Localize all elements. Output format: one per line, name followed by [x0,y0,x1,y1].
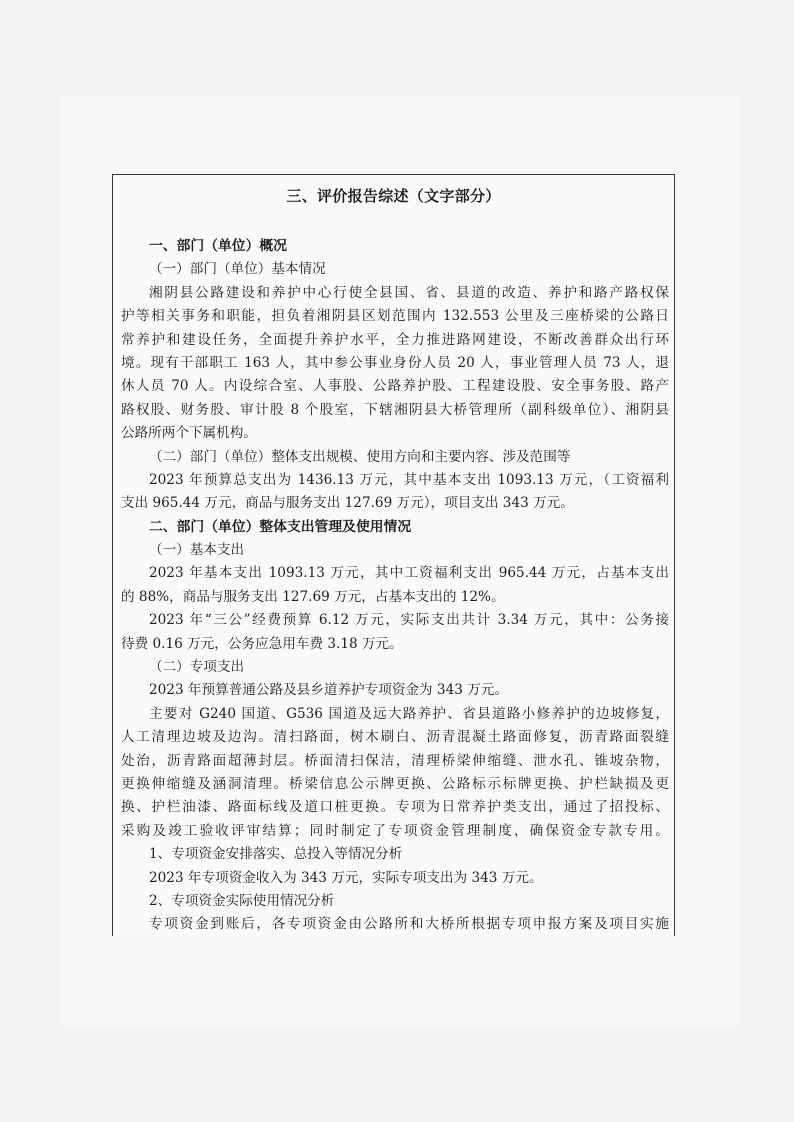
text-line: 护等相关事务和职能，担负着湘阴县区划范围内 132.553 公里及三座桥梁的公路日 [121,308,669,325]
report-body [121,235,669,937]
text-line: 2023 年“三公”经费预算 6.12 万元，实际支出共计 3.34 万元，其中：公务接 [149,612,669,629]
text-line: 公路所两个下属机构。 [121,425,257,442]
text-line: 2023 年专项资金收入为 343 万元，实际专项支出为 343 万元。 [149,869,543,886]
text-line: 人工清理边坡及边沟。清扫路面，树木刷白、沥青混凝土路面修复，沥青路面裂缝 [121,729,669,746]
text-line: 1、专项资金安排落实、总投入等情况分析 [149,846,403,863]
text-line: 处治，沥青路面超薄封层。桥面清扫保洁，清理桥梁伸缩缝、泄水孔、锥坡杂物， [121,752,669,769]
text-line: 常养护和建设任务，全面提升养护水平，全力推进路网建设，不断改善群众出行环 [121,331,669,348]
text-line: （一）部门（单位）基本情况 [149,261,326,278]
text-line: 2023 年基本支出 1093.13 万元，其中工资福利支出 965.44 万元，占基本支出 [149,565,669,582]
text-line: 专项资金到账后，各专项资金由公路所和大桥所根据专项申报方案及项目实施 [149,916,669,933]
text-line: （一）基本支出 [149,542,245,559]
section-heading: 一、部门（单位）概况 [149,238,287,254]
text-line: （二）部门（单位）整体支出规模、使用方向和主要内容、涉及范围等 [149,448,571,465]
text-line: 的 88%，商品与服务支出 127.69 万元，占基本支出的 12%。 [121,588,505,605]
text-line: （二）专项支出 [149,659,245,676]
text-line: 休人员 70 人。内设综合室、人事股、公路养护股、工程建设股、安全事务股、路产 [121,378,669,395]
text-line: 2023 年预算总支出为 1436.13 万元，其中基本支出 1093.13 万元，（工资福利 [149,471,669,488]
text-line: 湘阴县公路建设和养护中心行使全县国、省、县道的改造、养护和路产路权保 [149,284,669,301]
text-line: 2、专项资金实际使用情况分析 [149,892,335,909]
text-line: 路权股、财务股、审计股 8 个股室，下辖湘阴县大桥管理所（副科级单位）、湘阴县 [121,401,669,418]
text-line: 更换伸缩缝及涵洞清理。桥梁信息公示牌更换、公路标示标牌更换、护栏缺损及更 [121,775,669,792]
text-line: 待费 0.16 万元，公务应急用车费 3.18 万元。 [121,635,403,652]
text-line: 支出 965.44 万元，商品与服务支出 127.69 万元），项目支出 343 万元。 [121,495,574,512]
page-title: 三、评价报告综述（文字部分） [286,187,501,205]
text-line: 换、护栏油漆、路面标线及道口桩更换。专项为日常养护类支出，通过了招投标、 [121,799,669,816]
text-line: 采购及竣工验收评审结算；同时制定了专项资金管理制度，确保资金专款专用。 [121,822,669,839]
text-line: 境。现有干部职工 163 人，其中参公事业身份人员 20 人，事业管理人员 73 人，退 [121,354,669,371]
report-frame [112,174,675,936]
section-heading: 二、部门（单位）整体支出管理及使用情况 [149,518,412,535]
text-line: 2023 年预算普通公路及县乡道养护专项资金为 343 万元。 [149,682,508,699]
text-line: 主要对 G240 国道、G536 国道及远大路养护、省县道路小修养护的边坡修复， [149,705,669,722]
